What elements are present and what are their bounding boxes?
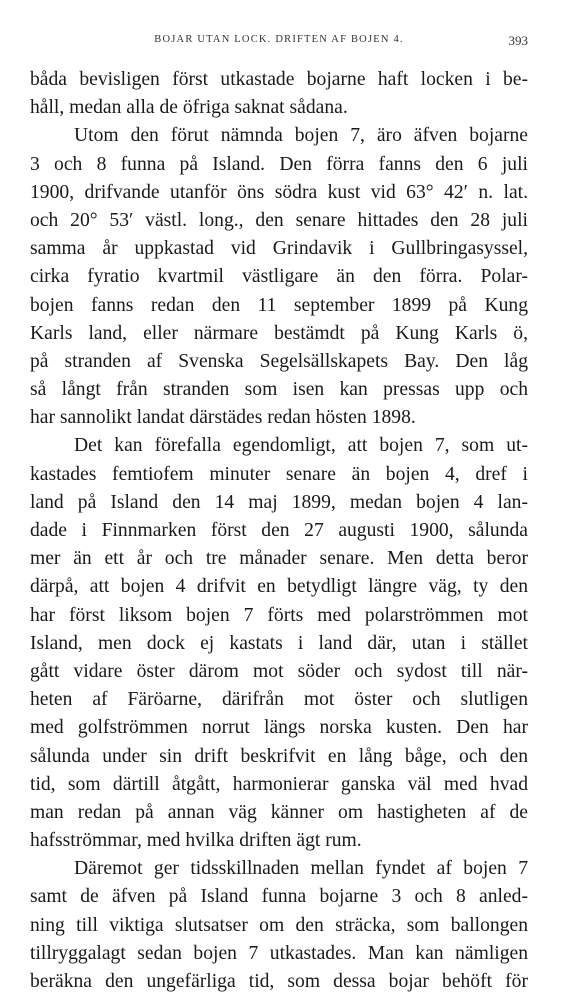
text-line: har först liksom bojen 7 förts med polarströmmen mot [30,604,528,626]
text-line: heten af Färöarne, därifrån mot öster och slutligen [30,689,528,711]
text-line: beräkna den ungefärliga tid, som dessa bojar behöft för [30,971,528,992]
text-line: mer än ett år och tre månader senare. Men detta beror [30,548,528,570]
running-title: BOJAR UTAN LOCK. DRIFTEN AF BOJEN 4. [154,34,404,45]
running-head [30,34,528,52]
text-line: Utom den förut nämnda bojen 7, äro äfven bojarne [74,125,528,147]
text-line: därpå, att bojen 4 drifvit en betydligt längre väg, ty den [30,576,528,598]
text-line: land på Island den 14 maj 1899, medan bojen 4 lan- [30,491,528,513]
text-line: så långt från stranden som isen kan pressas upp och [30,379,528,401]
text-line: på stranden af Svenska Segelsällskapets Bay. Den låg [30,350,528,372]
text-line: och 20° 53′ västl. long., den senare hittades den 28 juli [30,209,528,231]
text-line: har sannolikt landat därstädes redan hösten 1898. [30,407,416,429]
text-line: Karls land, eller närmare bestämdt på Kung Karls ö, [30,322,528,344]
text-line: sålunda under sin drift beskrifvit en lång båge, och den [30,745,528,767]
text-line: Det kan förefalla egendomligt, att bojen 7, som ut- [74,435,528,457]
text-line: Island, men dock ej kastats i land där, utan i stället [30,632,528,654]
text-line: cirka fyratio kvartmil västligare än den förra. Polar- [30,266,528,288]
text-line: Däremot ger tidsskillnaden mellan fyndet af bojen 7 [74,858,528,880]
text-line: samma år uppkastad vid Grindavik i Gullbringasyssel, [30,238,528,260]
text-line: tid, som därtill åtgått, harmonierar ganska väl med hvad [30,773,528,795]
text-line: dade i Finnmarken först den 27 augusti 1900, sålunda [30,520,528,541]
text-line: håll, medan alla de öfriga saknat sådana. [30,97,348,119]
text-line: bojen fanns redan den 11 september 1899 på Kung [30,294,528,316]
text-line: ning till viktiga slutsatser om den sträcka, som ballongen [30,914,528,936]
text-line: gått vidare öster därom mot söder och sydost till när- [30,660,528,682]
text-line: tillryggalagt sedan bojen 7 utkastades. Man kan nämligen [30,942,528,964]
text-line: samt de äfven på Island funna bojarne 3 och 8 anled- [30,886,528,908]
body-text [30,66,528,996]
text-line: 3 och 8 funna på Island. Den förra fanns den 6 juli [30,153,528,175]
text-line: kastades femtiofem minuter senare än bojen 4, dref i [30,463,528,485]
page-number: 393 [508,33,528,48]
text-line: med golfströmmen norrut längs norska kusten. Den har [30,717,528,739]
text-line: 1900, drifvande utanför öns södra kust vid 63° 42′ n. lat. [30,181,528,203]
text-line: man redan på annan väg känner om hastigheten af de [30,801,528,823]
text-line: hafsströmmar, med hvilka driften ägt rum. [30,830,362,852]
text-line: båda bevisligen först utkastade bojarne haft locken i be- [30,69,528,90]
